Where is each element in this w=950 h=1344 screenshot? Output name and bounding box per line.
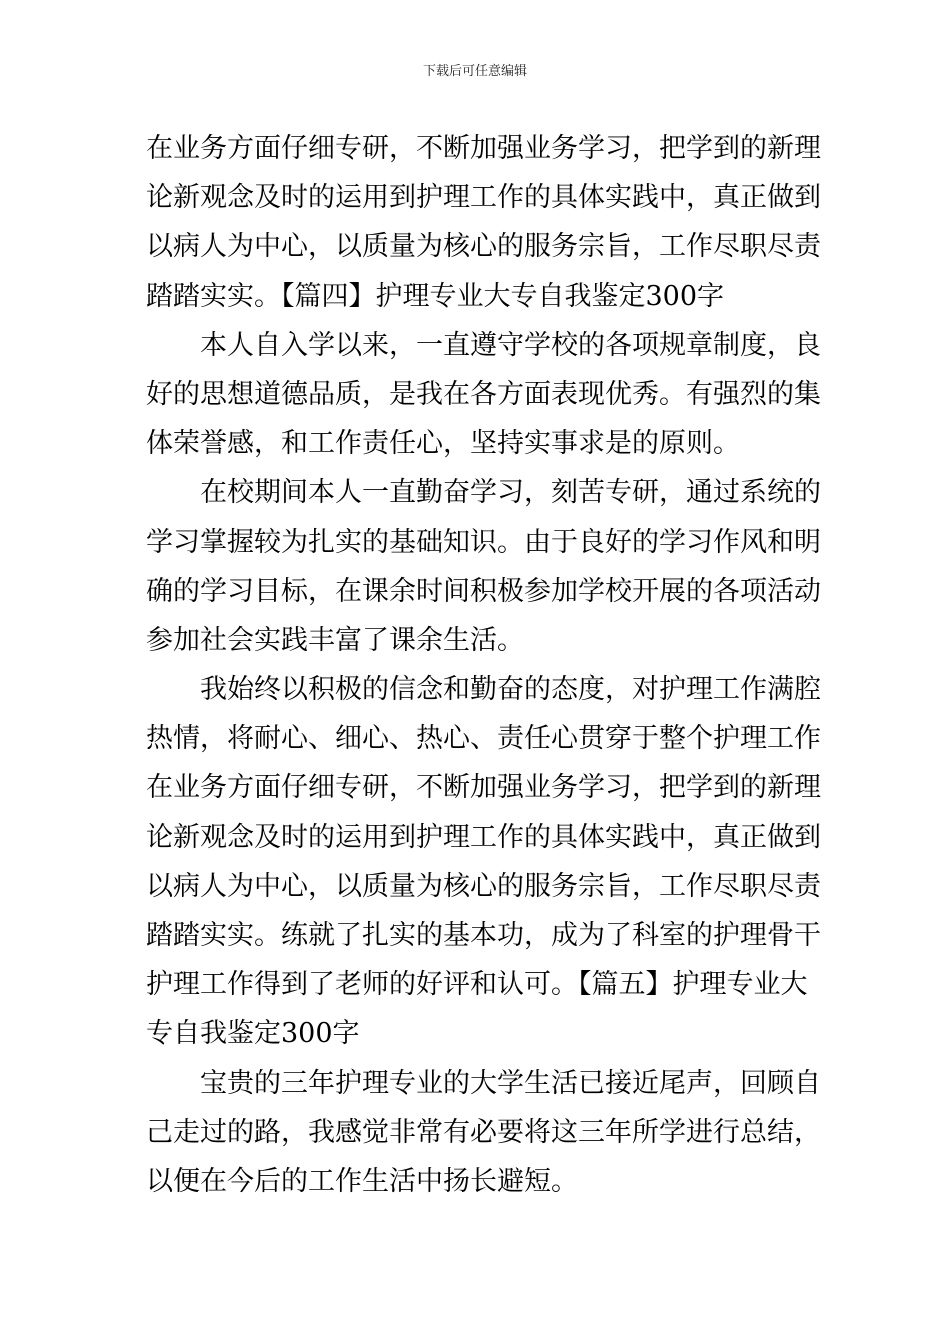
text-line: 己走过的路，我感觉非常有必要将这三年所学进行总结， xyxy=(146,1116,821,1148)
text-line: 论新观念及时的运用到护理工作的具体实践中，真正做到 xyxy=(146,182,821,214)
paragraph-2 xyxy=(146,321,821,469)
paragraph-1 xyxy=(146,124,821,321)
text-line: 在校期间本人一直勤奋学习，刻苦专研，通过系统的 xyxy=(200,477,821,509)
text-line: 踏踏实实。【篇四】护理专业大专自我鉴定300字 xyxy=(146,280,725,312)
text-line: 我始终以积极的信念和勤奋的态度，对护理工作满腔 xyxy=(200,674,821,706)
text-line: 宝贵的三年护理专业的大学生活已接近尾声，回顾自 xyxy=(200,1067,821,1099)
text-line: 参加社会实践丰富了课余生活。 xyxy=(146,624,524,656)
text-line: 体荣誉感，和工作责任心，坚持实事求是的原则。 xyxy=(146,428,740,460)
paragraph-5 xyxy=(146,1059,821,1207)
text-line: 本人自入学以来，一直遵守学校的各项规章制度，良 xyxy=(200,329,821,361)
text-line: 在业务方面仔细专研，不断加强业务学习，把学到的新理 xyxy=(146,133,821,164)
text-line: 好的思想道德品质，是我在各方面表现优秀。有强烈的集 xyxy=(146,378,821,410)
text-line: 热情，将耐心、细心、热心、责任心贯穿于整个护理工作 xyxy=(146,723,821,755)
text-line: 专自我鉴定300字 xyxy=(146,1018,360,1050)
paragraph-4 xyxy=(146,665,821,1059)
page-header: 下载后可任意编辑 xyxy=(422,64,527,79)
paragraph-3 xyxy=(146,468,821,665)
text-line: 学习掌握较为扎实的基础知识。由于良好的学习作风和明 xyxy=(146,526,821,558)
text-line: 论新观念及时的运用到护理工作的具体实践中，真正做到 xyxy=(146,821,821,853)
text-line: 确的学习目标，在课余时间积极参加学校开展的各项活动 xyxy=(146,575,821,607)
text-line: 以病人为中心，以质量为核心的服务宗旨，工作尽职尽责 xyxy=(146,231,821,263)
text-line: 踏踏实实。练就了扎实的基本功，成为了科室的护理骨干 xyxy=(146,920,821,951)
document-body xyxy=(146,124,821,1206)
text-line: 以病人为中心，以质量为核心的服务宗旨，工作尽职尽责 xyxy=(146,870,821,902)
text-line: 在业务方面仔细专研，不断加强业务学习，把学到的新理 xyxy=(146,772,821,804)
text-line: 护理工作得到了老师的好评和认可。【篇五】护理专业大 xyxy=(146,969,808,1001)
text-line: 以便在今后的工作生活中扬长避短。 xyxy=(146,1165,578,1197)
